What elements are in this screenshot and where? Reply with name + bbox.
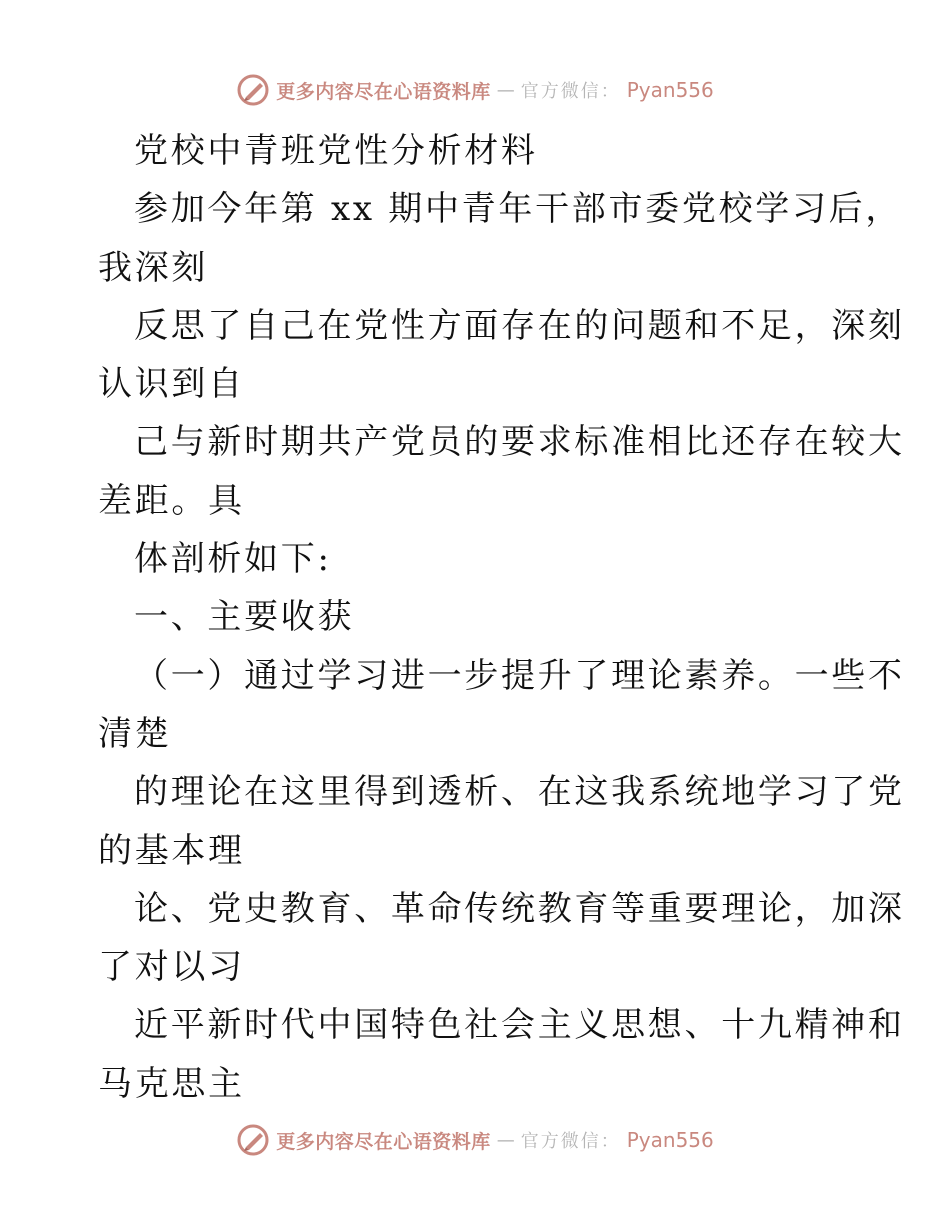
- text-line: 近平新时代中国特色社会主义思想、十九精神和: [134, 1005, 905, 1046]
- watermark-main-text: 更多内容尽在心语资料库: [276, 1130, 491, 1153]
- text-line: 我深刻: [98, 247, 209, 288]
- watermark-wechat-label: 官方微信：: [520, 81, 621, 102]
- text-line: 的理论在这里得到透析、在这我系统地学习了党: [134, 772, 905, 813]
- pen-logo-icon: [236, 73, 270, 107]
- document-body: [98, 122, 905, 1113]
- text-line: 一、主要收获: [134, 597, 355, 638]
- text-line: 体剖析如下:: [134, 539, 332, 580]
- header-watermark: [0, 70, 950, 110]
- pen-logo-icon: [236, 1123, 270, 1157]
- text-line: 认识到自: [98, 364, 245, 405]
- footer-watermark: [0, 1120, 950, 1160]
- watermark-dash: —: [496, 79, 515, 101]
- watermark-wechat-id: Pyan556: [626, 1128, 714, 1152]
- text-line: 的基本理: [98, 830, 245, 871]
- text-line: 己与新时期共产党员的要求标准相比还存在较大: [134, 422, 905, 463]
- text-line: 了对以习: [98, 947, 245, 988]
- text-line: 差距。具: [98, 480, 245, 521]
- text-line: 反思了自己在党性方面存在的问题和不足，深刻: [134, 305, 905, 346]
- watermark-wechat-label: 官方微信：: [520, 1131, 621, 1152]
- watermark-wechat-id: Pyan556: [626, 78, 714, 102]
- document-title: 党校中青班党性分析材料: [134, 131, 538, 171]
- text-line: （一）通过学习进一步提升了理论素养。一些不: [134, 655, 905, 696]
- watermark-main-text: 更多内容尽在心语资料库: [276, 80, 491, 103]
- watermark-dash: —: [496, 1129, 515, 1151]
- text-line: 论、党史教育、革命传统教育等重要理论，加深: [134, 888, 905, 929]
- text-line: 参加今年第 xx 期中青年干部市委党校学习后，: [134, 189, 903, 230]
- text-line: 清楚: [98, 713, 172, 754]
- text-line: 马克思主: [98, 1063, 245, 1104]
